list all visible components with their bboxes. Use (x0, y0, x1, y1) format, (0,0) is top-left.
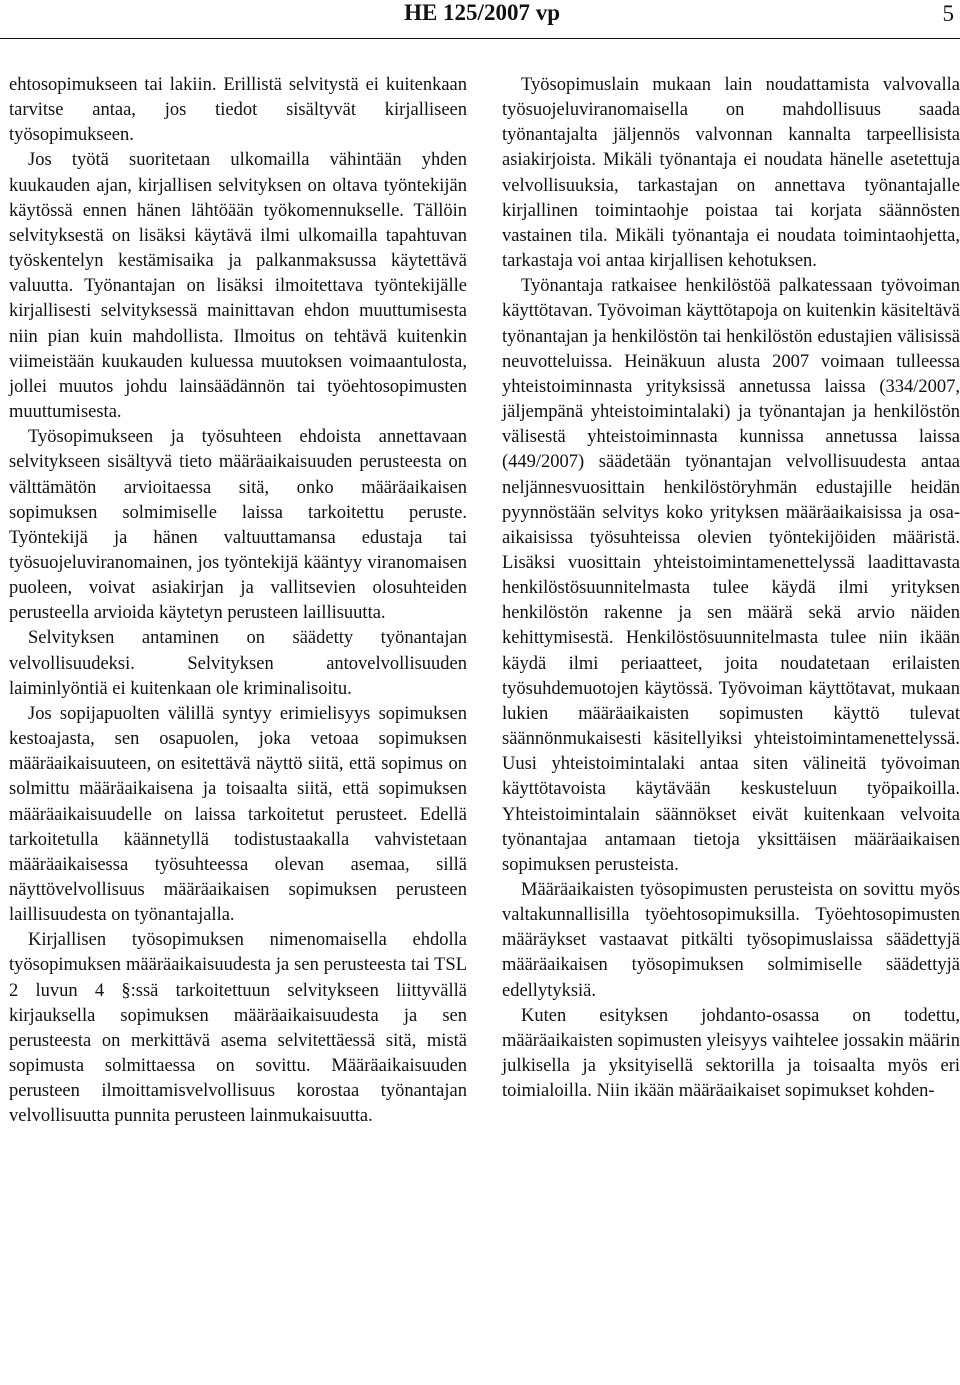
paragraph: Jos työtä suoritetaan ulkomailla vähintään yhden kuukauden ajan, kirjallisen selvityksen on oltava työntekijän käytössä ennen hänen lähtöään työkomennukselle. Tällöin selvityksestä on lisäksi käytävä ilmi ulkomailla tapahtuvan työskentelyn kestämisaika ja palkanmaksussa käytettävä valuutta. Työnantajan on lisäksi ilmoitettava työntekijälle kirjallisesti selvityksessä mainittavan ehdon muuttumisesta niin pian kuin mahdollista. Ilmoitus on tehtävä kuitenkin viimeistään kuukauden kuluessa muutoksen voimaantulosta, jollei muutos johdu lainsäädännön tai työehtosopimusten muuttumisesta. (9, 150, 467, 423)
paragraph: Työsopimuslain mukaan lain noudattamista valvovalla työsuojeluviranomaisella on mahdollisuus saada työnantajalta jäljennös valvonnan kannalta tarpeellisista asiakirjoista. Mikäli työnantaja ei noudata hänelle asetettuja velvollisuuksia, tarkastajan on annettava työnantajalle kirjallinen toimintaohje poistaa tai korjata säännösten vastainen tila. Mikäli työnantaja ei noudata toimintaohjetta, tarkastaja voi antaa kirjallisen kehotuksen. (502, 75, 960, 272)
page-number: 5 (942, 1, 954, 26)
left-column (9, 73, 467, 1130)
paragraph: ehtosopimukseen tai lakiin. Erillistä selvitystä ei kuitenkaan tarvitse antaa, jos tiedot sisältyvät kirjalliseen työsopimukseen. (9, 75, 467, 146)
paragraph: Määräaikaisten työsopimusten perusteista on sovittu myös valtakunnallisilla työehtosopimuksilla. Työehtosopimusten määräykset vastaavat pitkälti työsopimuslaissa säädettyjä määräaikaisen työsopimuksen solmimiselle säädettyjä edellytyksiä. (502, 880, 960, 1001)
paragraph: Työsopimukseen ja työsuhteen ehdoista annettavaan selvitykseen sisältyvä tieto määräaikaisuuden perusteesta on välttämätön arvioitaessa sitä, onko määräaikaisen sopimuksen solmimiselle laissa tarkoitettu peruste. Työntekijä ja hänen valtuuttamansa edustaja tai työsuojeluviranomainen, jos työntekijä kääntyy viranomaisen puoleen, voivat asiakirjan ja vallitsevien olosuhteiden perusteella arvioida käytetyn perusteen laillisuutta. (9, 427, 467, 624)
page-header (0, 0, 960, 40)
right-column (502, 73, 960, 1104)
header-rule (0, 38, 960, 39)
paragraph: Kuten esityksen johdanto-osassa on todettu, määräaikaisten sopimusten yleisyys vaihtelee jossakin määrin julkisella ja yksityisellä sektorilla ja toisaalta myös eri toimialoilla. Niin ikään määräaikaiset sopimukset kohden- (502, 1005, 960, 1102)
paragraph: Jos sopijapuolten välillä syntyy erimielisyys sopimuksen kestoajasta, sen osapuolen, joka vetoaa sopimuksen määräaikaisuuteen, on esitettävä näyttö siitä, että sopimus on solmittu määräaikaisena ja toisaalta siitä, että sopimuksen määräaikaisuudelle on laissa tarkoitetut perusteet. Edellä tarkoitetulla käännetyllä todistustaakalla vahvistetaan määräaikaisessa työsuhteessa olevan asemaa, sillä näyttövelvollisuus määräaikaisen sopimuksen perusteen laillisuudesta on työnantajalla. (9, 703, 467, 926)
paragraph: Kirjallisen työsopimuksen nimenomaisella ehdolla työsopimuksen määräaikaisuudesta ja sen perusteesta tai TSL 2 luvun 4 §:ssä tarkoitettuun selvitykseen liittyvällä kirjauksella sopimuksen määräaikaisuudesta ja sen perusteesta on merkittävä asema selvitettäessä sitä, mistä sopimusta solmittaessa on sovittu. Määräaikaisuuden perusteen ilmoittamisvelvollisuus korostaa työnantajan velvollisuutta punnita perusteen lainmukaisuutta. (9, 930, 467, 1127)
paragraph: Selvityksen antaminen on säädetty työnantajan velvollisuudeksi. Selvityksen antovelvollisuuden laiminlyöntiä ei kuitenkaan ole kriminalisoitu. (9, 628, 467, 699)
document-id: HE 125/2007 vp (404, 0, 560, 25)
paragraph: Työnantaja ratkaisee henkilöstöä palkatessaan työvoiman käyttötavan. Työvoiman käyttötapoja on kuitenkin käsiteltävä työnantajan ja henkilöstön tai henkilöstön edustajien välisissä neuvotteluissa. Heinäkuun alusta 2007 voimaan tulleessa yhteistoiminnasta yrityksissä annetussa laissa (334/2007, jäljempänä yhteistoimintalaki) ja työnantajan ja henkilöstön välisestä yhteistoiminnasta kunnissa annetussa laissa (449/2007) säädetään työnantajan velvollisuudesta antaa neljännesvuosittain henkilöstöryhmän edustajille heidän pyynnöstään selvitys koko yrityksen määräaikaisissa ja osa-aikaisissa työsuhteissa olevien työntekijöiden määristä. Lisäksi vuosittain yhteistoimintamenettelyssä laadittavasta henkilöstösuunnitelmasta tulee käydä ilmi yrityksen henkilöstön rakenne ja sen määrä sekä arvio näiden kehittymisestä. Henkilöstösuunnitelmasta tulee niin ikään käydä ilmi periaatteet, joita noudatetaan erilaisten työsuhdemuotojen käytössä. Työvoiman käyttötavat, mukaan lukien määräaikaisten sopimusten käyttö tulevat säännönmukaisesti käsitellyiksi yhteistoimintamenettelyssä. Uusi yhteistoimintalaki antaa siten välineitä työvoiman käyttötavoista käytävään keskusteluun työpaikoilla. Yhteistoimintalain säännökset eivät kuitenkaan velvoita työnantajaa antamaan tietoja yksittäisen määräaikaisen sopimuksen perusteista. (502, 276, 960, 875)
